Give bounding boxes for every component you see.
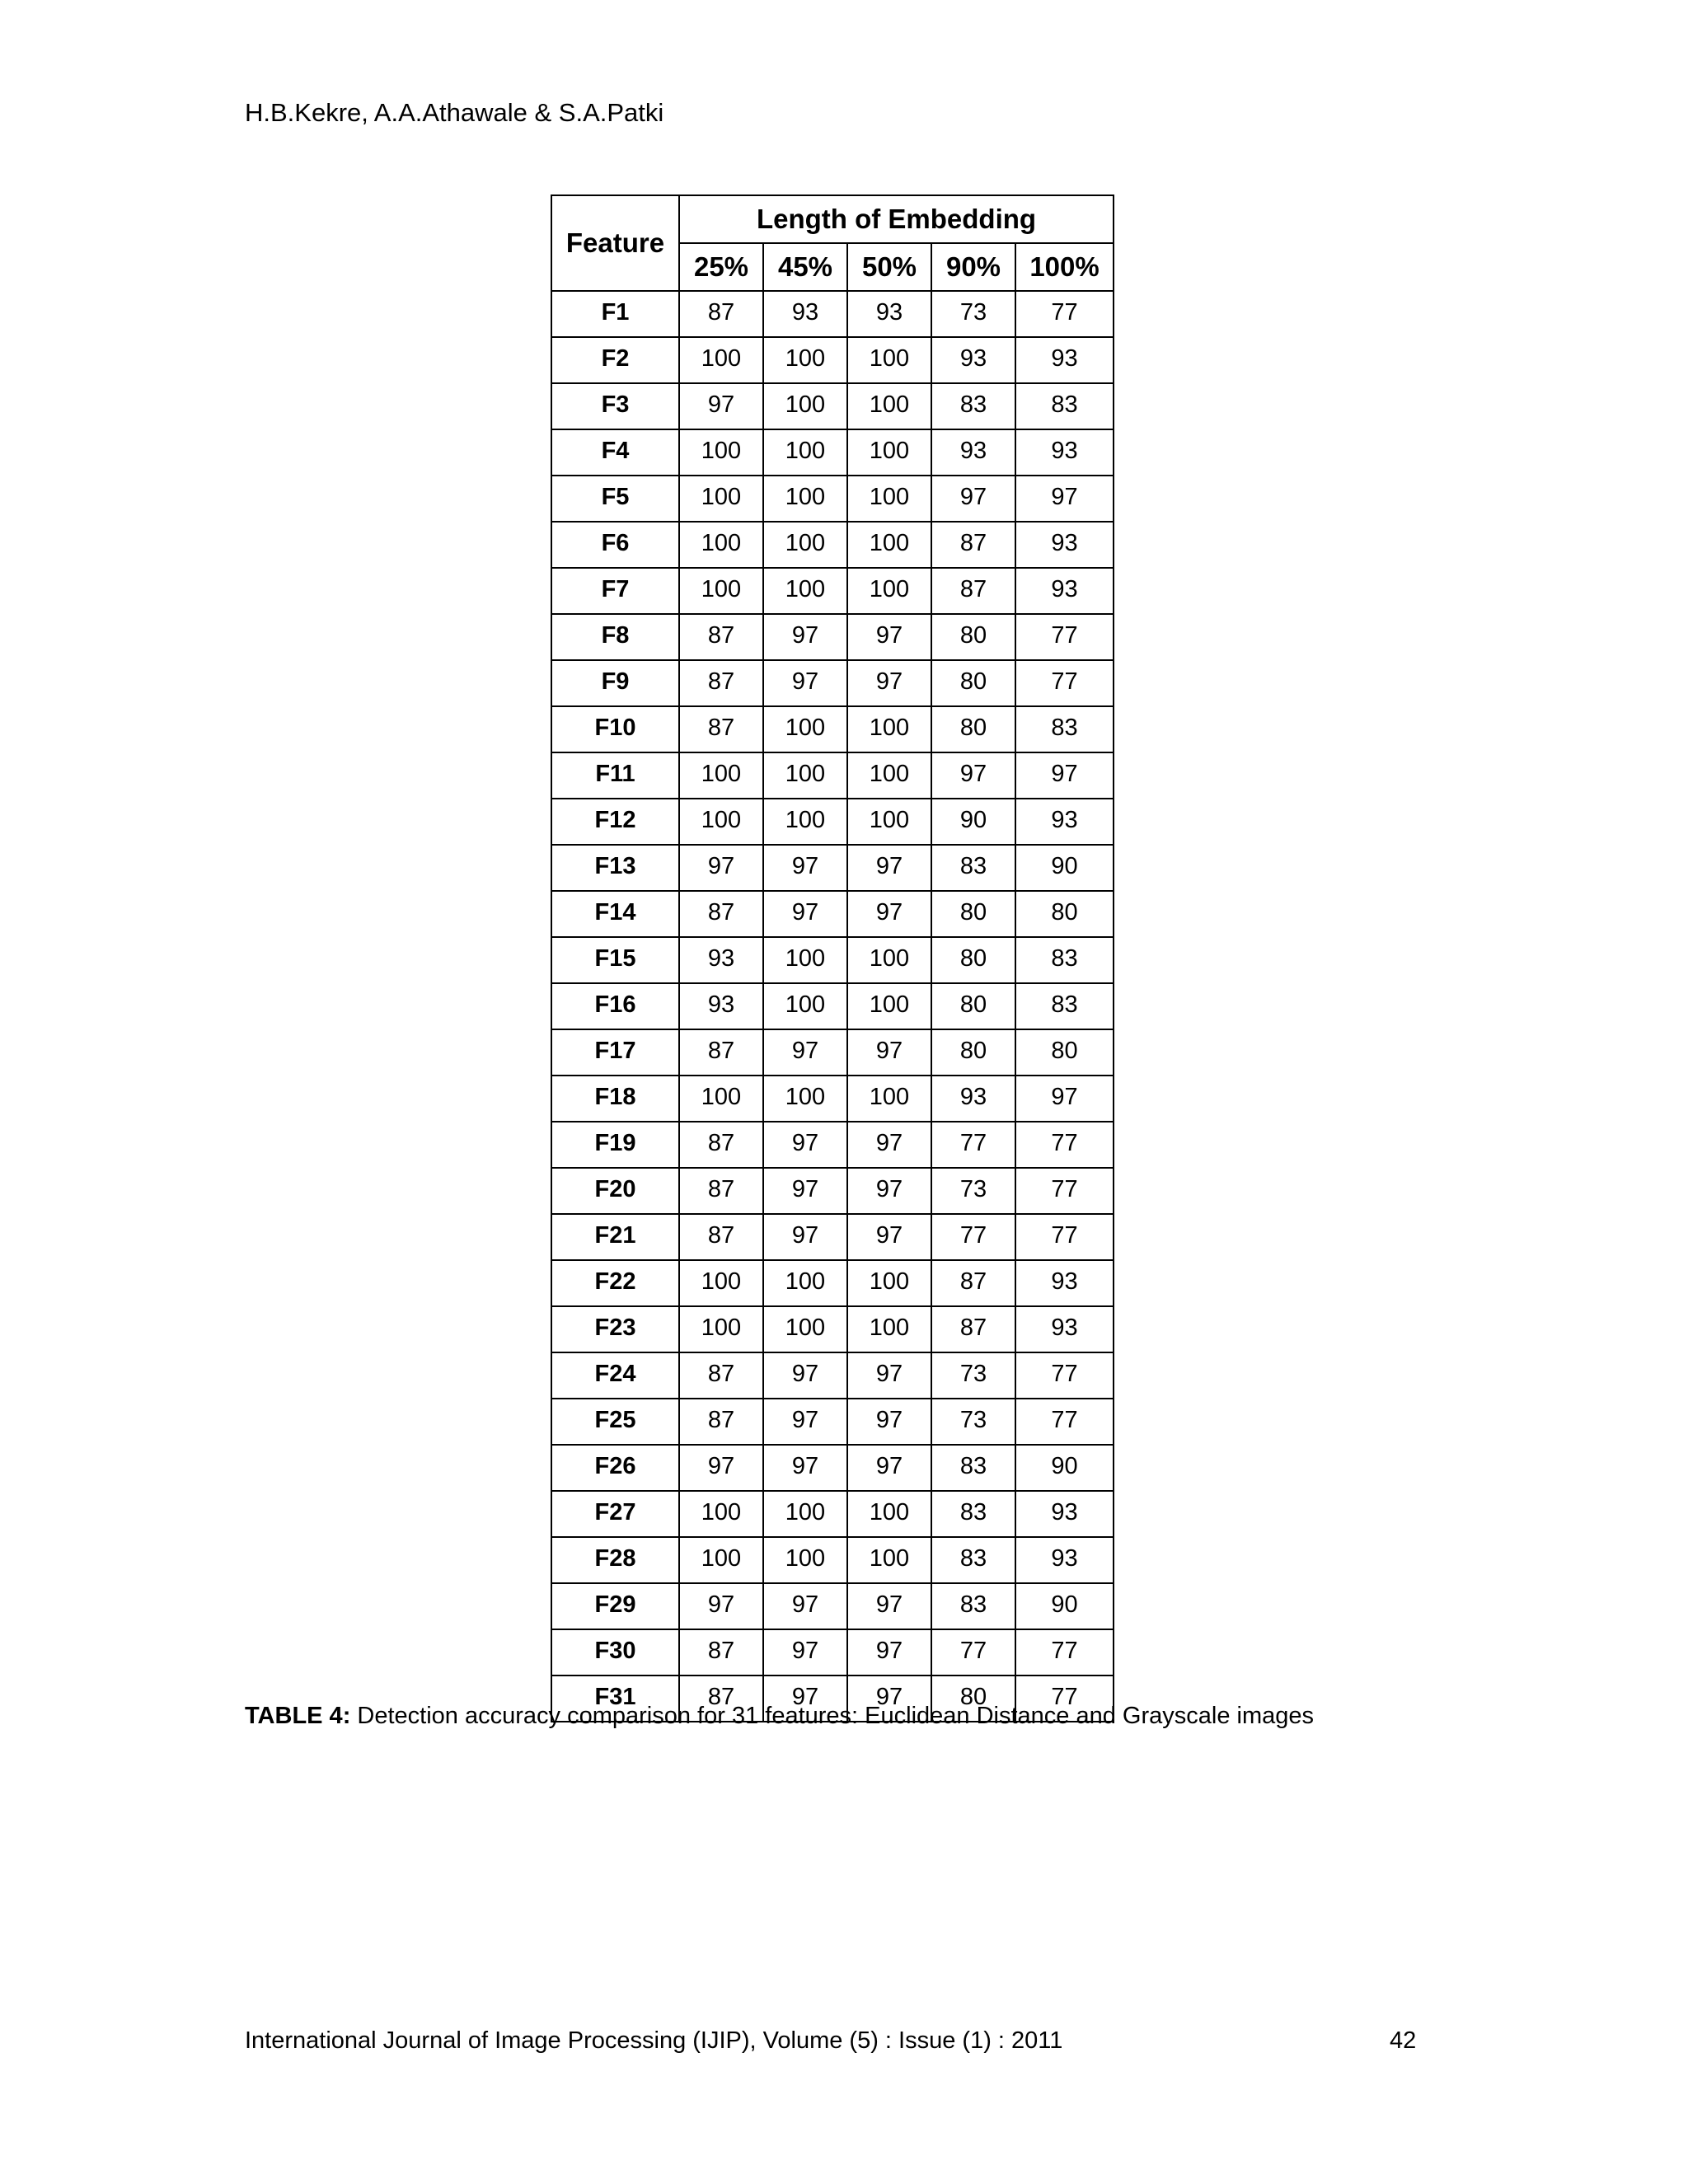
value-cell: 93 (679, 937, 763, 983)
value-cell: 97 (847, 1445, 931, 1491)
column-header-25: 25% (679, 243, 763, 291)
value-cell: 93 (679, 983, 763, 1029)
value-cell: 87 (679, 660, 763, 706)
table-header-row-top (551, 195, 1114, 243)
value-cell: 83 (931, 1445, 1015, 1491)
value-cell: 100 (847, 476, 931, 522)
value-cell: 100 (847, 1537, 931, 1583)
value-cell: 93 (1015, 1306, 1114, 1352)
value-cell: 80 (931, 706, 1015, 752)
table-row (551, 1352, 1114, 1399)
feature-cell: F6 (551, 522, 679, 568)
value-cell: 100 (763, 337, 847, 383)
value-cell: 100 (763, 1260, 847, 1306)
feature-cell: F13 (551, 845, 679, 891)
value-cell: 97 (847, 891, 931, 937)
value-cell: 100 (847, 1491, 931, 1537)
value-cell: 93 (1015, 1491, 1114, 1537)
value-cell: 90 (1015, 845, 1114, 891)
value-cell: 87 (679, 891, 763, 937)
value-cell: 100 (847, 337, 931, 383)
value-cell: 97 (679, 1583, 763, 1629)
value-cell: 97 (763, 1399, 847, 1445)
value-cell: 77 (1015, 1122, 1114, 1168)
feature-cell: F15 (551, 937, 679, 983)
table-row (551, 1306, 1114, 1352)
value-cell: 100 (679, 337, 763, 383)
feature-cell: F10 (551, 706, 679, 752)
table-row (551, 1029, 1114, 1076)
table-row (551, 522, 1114, 568)
value-cell: 90 (1015, 1445, 1114, 1491)
value-cell: 80 (1015, 1029, 1114, 1076)
value-cell: 93 (763, 291, 847, 337)
value-cell: 83 (1015, 983, 1114, 1029)
feature-cell: F9 (551, 660, 679, 706)
table-row (551, 476, 1114, 522)
feature-cell: F3 (551, 383, 679, 429)
feature-cell: F5 (551, 476, 679, 522)
value-cell: 97 (763, 614, 847, 660)
table-row (551, 614, 1114, 660)
value-cell: 97 (763, 1629, 847, 1675)
value-cell: 80 (931, 1029, 1015, 1076)
value-cell: 80 (931, 891, 1015, 937)
value-cell: 87 (931, 1260, 1015, 1306)
value-cell: 100 (763, 1076, 847, 1122)
table-row (551, 1076, 1114, 1122)
value-cell: 97 (847, 614, 931, 660)
value-cell: 97 (931, 476, 1015, 522)
value-cell: 97 (763, 1352, 847, 1399)
value-cell: 97 (763, 891, 847, 937)
value-cell: 97 (847, 1122, 931, 1168)
value-cell: 77 (931, 1214, 1015, 1260)
feature-cell: F4 (551, 429, 679, 476)
table-caption (245, 1700, 1314, 1732)
value-cell: 80 (1015, 891, 1114, 937)
value-cell: 77 (1015, 660, 1114, 706)
value-cell: 100 (763, 937, 847, 983)
table-row (551, 1445, 1114, 1491)
value-cell: 97 (763, 1168, 847, 1214)
feature-cell: F25 (551, 1399, 679, 1445)
table-row (551, 1583, 1114, 1629)
feature-cell: F26 (551, 1445, 679, 1491)
value-cell: 100 (847, 1076, 931, 1122)
table-body (551, 291, 1114, 1722)
value-cell: 97 (847, 1583, 931, 1629)
value-cell: 77 (1015, 291, 1114, 337)
value-cell: 77 (931, 1629, 1015, 1675)
value-cell: 97 (679, 845, 763, 891)
value-cell: 97 (1015, 1076, 1114, 1122)
table-row (551, 706, 1114, 752)
value-cell: 93 (1015, 1537, 1114, 1583)
value-cell: 100 (679, 1260, 763, 1306)
table-row (551, 1122, 1114, 1168)
value-cell: 97 (847, 1629, 931, 1675)
table-row (551, 337, 1114, 383)
value-cell: 73 (931, 291, 1015, 337)
value-cell: 77 (1015, 1352, 1114, 1399)
value-cell: 97 (847, 1214, 931, 1260)
table-row (551, 1260, 1114, 1306)
value-cell: 77 (1015, 614, 1114, 660)
value-cell: 100 (763, 1491, 847, 1537)
feature-cell: F20 (551, 1168, 679, 1214)
feature-cell: F19 (551, 1122, 679, 1168)
value-cell: 90 (1015, 1583, 1114, 1629)
feature-cell: F27 (551, 1491, 679, 1537)
value-cell: 87 (679, 291, 763, 337)
value-cell: 100 (763, 1537, 847, 1583)
feature-cell: F16 (551, 983, 679, 1029)
detection-accuracy-table (551, 194, 1114, 1722)
value-cell: 97 (847, 1352, 931, 1399)
value-cell: 100 (679, 522, 763, 568)
value-cell: 100 (847, 429, 931, 476)
value-cell: 100 (847, 383, 931, 429)
table-header (551, 195, 1114, 291)
feature-cell: F31 (551, 1675, 679, 1722)
value-cell: 73 (931, 1399, 1015, 1445)
table-row (551, 845, 1114, 891)
value-cell: 100 (763, 476, 847, 522)
value-cell: 100 (847, 522, 931, 568)
table-row (551, 660, 1114, 706)
table-row (551, 1399, 1114, 1445)
value-cell: 100 (847, 706, 931, 752)
value-cell: 83 (931, 1491, 1015, 1537)
value-cell: 87 (679, 614, 763, 660)
value-cell: 97 (763, 1122, 847, 1168)
value-cell: 97 (763, 1675, 847, 1722)
feature-cell: F1 (551, 291, 679, 337)
value-cell: 87 (931, 1306, 1015, 1352)
value-cell: 97 (763, 845, 847, 891)
value-cell: 87 (679, 1352, 763, 1399)
value-cell: 93 (847, 291, 931, 337)
feature-cell: F28 (551, 1537, 679, 1583)
value-cell: 97 (847, 1675, 931, 1722)
value-cell: 93 (1015, 429, 1114, 476)
footer-journal-citation: International Journal of Image Processing (IJIP), Volume (5) : Issue (1) : 2011 (245, 2027, 1063, 2054)
value-cell: 77 (931, 1122, 1015, 1168)
table-row (551, 752, 1114, 799)
value-cell: 73 (931, 1352, 1015, 1399)
column-header-45: 45% (763, 243, 847, 291)
value-cell: 100 (763, 983, 847, 1029)
value-cell: 100 (679, 1491, 763, 1537)
feature-cell: F11 (551, 752, 679, 799)
value-cell: 87 (679, 706, 763, 752)
value-cell: 80 (931, 660, 1015, 706)
value-cell: 87 (679, 1168, 763, 1214)
value-cell: 100 (847, 1260, 931, 1306)
value-cell: 87 (679, 1029, 763, 1076)
value-cell: 87 (679, 1629, 763, 1675)
value-cell: 97 (847, 660, 931, 706)
value-cell: 100 (847, 937, 931, 983)
value-cell: 97 (679, 1445, 763, 1491)
value-cell: 100 (847, 568, 931, 614)
value-cell: 100 (847, 752, 931, 799)
table-row (551, 983, 1114, 1029)
feature-cell: F24 (551, 1352, 679, 1399)
feature-cell: F22 (551, 1260, 679, 1306)
value-cell: 93 (931, 1076, 1015, 1122)
table-row (551, 1629, 1114, 1675)
value-cell: 87 (679, 1675, 763, 1722)
value-cell: 80 (931, 1675, 1015, 1722)
value-cell: 83 (1015, 706, 1114, 752)
value-cell: 93 (931, 429, 1015, 476)
value-cell: 100 (763, 522, 847, 568)
value-cell: 100 (679, 799, 763, 845)
feature-cell: F12 (551, 799, 679, 845)
value-cell: 100 (679, 568, 763, 614)
value-cell: 83 (931, 383, 1015, 429)
feature-cell: F14 (551, 891, 679, 937)
value-cell: 100 (679, 752, 763, 799)
value-cell: 100 (763, 706, 847, 752)
feature-cell: F17 (551, 1029, 679, 1076)
value-cell: 100 (847, 983, 931, 1029)
value-cell: 83 (931, 1537, 1015, 1583)
value-cell: 100 (847, 1306, 931, 1352)
value-cell: 97 (1015, 752, 1114, 799)
value-cell: 97 (679, 383, 763, 429)
length-of-embedding-header: Length of Embedding (679, 195, 1114, 243)
value-cell: 80 (931, 614, 1015, 660)
value-cell: 87 (931, 522, 1015, 568)
value-cell: 97 (847, 845, 931, 891)
table-row (551, 383, 1114, 429)
table-caption-label: TABLE 4: (245, 1703, 351, 1729)
value-cell: 93 (1015, 522, 1114, 568)
value-cell: 77 (1015, 1399, 1114, 1445)
value-cell: 100 (763, 383, 847, 429)
value-cell: 100 (679, 476, 763, 522)
table-row (551, 429, 1114, 476)
footer-page-number: 42 (1390, 2027, 1417, 2054)
value-cell: 87 (679, 1399, 763, 1445)
value-cell: 100 (679, 429, 763, 476)
value-cell: 77 (1015, 1675, 1114, 1722)
value-cell: 100 (679, 1306, 763, 1352)
value-cell: 83 (931, 845, 1015, 891)
value-cell: 100 (763, 1306, 847, 1352)
value-cell: 73 (931, 1168, 1015, 1214)
value-cell: 100 (847, 799, 931, 845)
value-cell: 83 (1015, 383, 1114, 429)
value-cell: 87 (679, 1214, 763, 1260)
value-cell: 93 (931, 337, 1015, 383)
feature-cell: F21 (551, 1214, 679, 1260)
running-header-authors: H.B.Kekre, A.A.Athawale & S.A.Patki (245, 98, 664, 127)
value-cell: 97 (763, 660, 847, 706)
feature-cell: F18 (551, 1076, 679, 1122)
value-cell: 83 (1015, 937, 1114, 983)
value-cell: 100 (763, 799, 847, 845)
value-cell: 97 (847, 1168, 931, 1214)
value-cell: 90 (931, 799, 1015, 845)
value-cell: 97 (763, 1029, 847, 1076)
table-row (551, 568, 1114, 614)
value-cell: 100 (763, 568, 847, 614)
value-cell: 77 (1015, 1214, 1114, 1260)
table-row (551, 799, 1114, 845)
value-cell: 100 (763, 429, 847, 476)
table-row (551, 1214, 1114, 1260)
table-row (551, 1537, 1114, 1583)
value-cell: 97 (763, 1214, 847, 1260)
column-header-100: 100% (1015, 243, 1114, 291)
value-cell: 93 (1015, 1260, 1114, 1306)
value-cell: 77 (1015, 1168, 1114, 1214)
feature-cell: F30 (551, 1629, 679, 1675)
value-cell: 77 (1015, 1629, 1114, 1675)
table-row (551, 1168, 1114, 1214)
value-cell: 100 (763, 752, 847, 799)
value-cell: 93 (1015, 799, 1114, 845)
column-header-90: 90% (931, 243, 1015, 291)
table-caption-text: Detection accuracy comparison for 31 features: Euclidean Distance and Grayscale images (350, 1703, 1314, 1729)
value-cell: 97 (763, 1583, 847, 1629)
column-header-50: 50% (847, 243, 931, 291)
feature-cell: F8 (551, 614, 679, 660)
value-cell: 87 (931, 568, 1015, 614)
value-cell: 83 (931, 1583, 1015, 1629)
table-row (551, 937, 1114, 983)
value-cell: 97 (931, 752, 1015, 799)
value-cell: 100 (679, 1537, 763, 1583)
value-cell: 100 (679, 1076, 763, 1122)
value-cell: 97 (763, 1445, 847, 1491)
feature-cell: F23 (551, 1306, 679, 1352)
value-cell: 80 (931, 983, 1015, 1029)
table-row (551, 291, 1114, 337)
value-cell: 80 (931, 937, 1015, 983)
table-row (551, 1491, 1114, 1537)
table-row (551, 891, 1114, 937)
feature-cell: F29 (551, 1583, 679, 1629)
value-cell: 93 (1015, 568, 1114, 614)
value-cell: 87 (679, 1122, 763, 1168)
value-cell: 97 (847, 1399, 931, 1445)
feature-cell: F2 (551, 337, 679, 383)
value-cell: 97 (1015, 476, 1114, 522)
value-cell: 97 (847, 1029, 931, 1076)
feature-column-header: Feature (551, 195, 679, 291)
feature-cell: F7 (551, 568, 679, 614)
value-cell: 93 (1015, 337, 1114, 383)
